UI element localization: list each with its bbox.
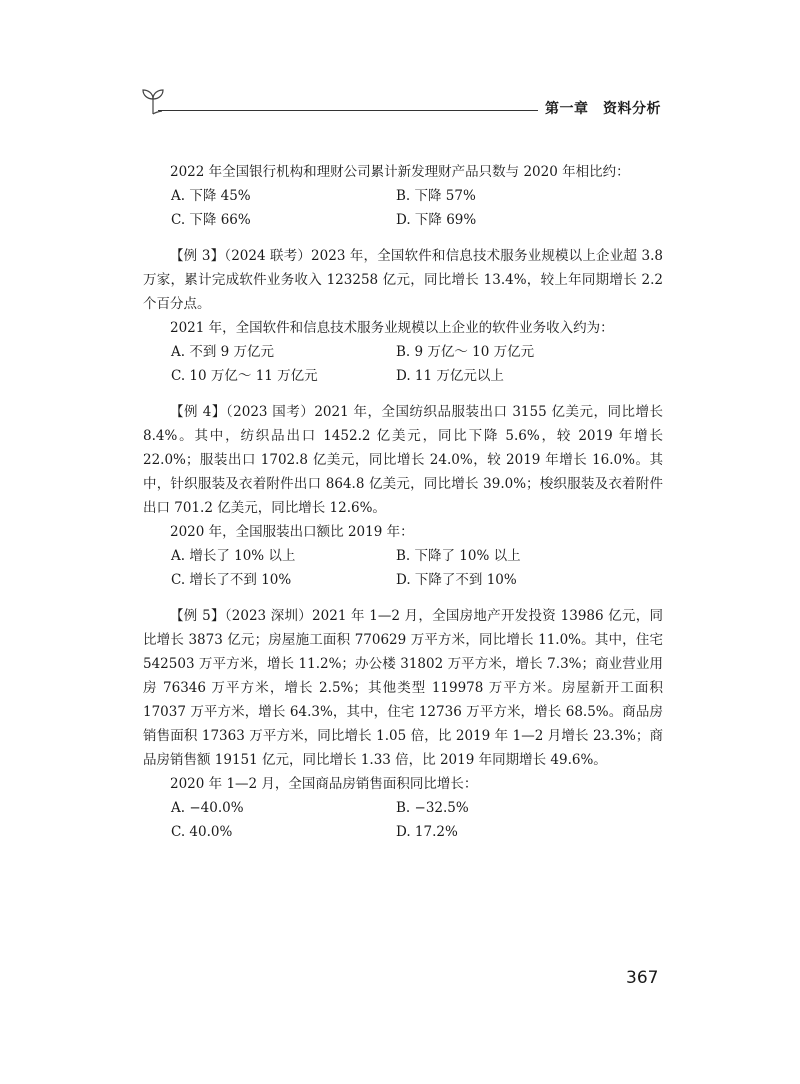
option-c: C. 增长了不到 10% [171,572,292,588]
example-source: （2024 联考） [224,248,312,264]
example-5-text [143,604,663,772]
page-number: 367 [626,968,659,988]
option-b: B. 9 万亿～ 10 万亿元 [396,344,535,360]
example-label: 【例 5】 [170,608,225,624]
option-d: D. 下降了不到 10% [396,572,517,588]
example-label: 【例 4】 [170,404,226,420]
example-3-text [143,244,663,316]
question-stem: 2021 年，全国软件和信息技术服务业规模以上企业的软件业务收入约为： [170,320,614,336]
sprout-icon [140,86,166,116]
option-grid [171,184,663,232]
option-d: D. 17.2% [396,824,458,840]
option-grid [171,796,663,844]
option-grid [171,340,663,388]
option-a: A. −40.0% [171,800,244,816]
running-header [140,86,670,120]
option-grid [171,544,663,592]
question-stem: 2022 年全国银行机构和理财公司累计新发理财产品只数与 2020 年相比约： [170,164,630,180]
example-body: 2021 年 1—2 月，全国房地产开发投资 13986 亿元，同比增长 3873 亿元；房屋施工面积 770629 万平方米，同比增长 11.0%。其中，住宅 542503 万平方米，增长 11.2%；办公楼 31802 万平方米，增长 7.3%；商业营业用房 76346 万平方米，增长 2.5%；其他类型 119978 万平方米。房屋新开工面积 17037 万平方米，增长 64.3%，其中，住宅 12736 万平方米，增长 68.5%。商品房销售面积 17363 万平方米，同比增长 1.05 倍，比 2019 年 1—2 月增长 23.3%；商品房销售额 19151 亿元，同比增长 1.33 倍，比 2019 年同期增长 49.6%。 [143,608,663,768]
option-d: D. 11 万亿元以上 [396,368,504,384]
option-c: C. 10 万亿～ 11 万亿元 [171,368,318,384]
example-body: 2021 年，全国纺织品服装出口 3155 亿美元，同比增长 8.4%。其中，纺织品出口 1452.2 亿美元，同比下降 5.6%，较 2019 年增长 22.0%；服装出口 1702.8 亿美元，同比增长 24.0%，较 2019 年增长 16.0%。其中，针织服装及衣着附件出口 864.8 亿美元，同比增长 39.0%；梭织服装及衣着附件出口 701.2 亿美元，同比增长 12.6%。 [143,404,663,516]
option-b: B. 下降了 10% 以上 [396,548,521,564]
question-stem: 2020 年，全国服装出口额比 2019 年： [170,524,414,540]
option-a: A. 下降 45% [171,188,251,204]
header-rule [158,110,538,111]
example-source: （2023 深圳） [224,608,313,624]
option-b: B. 下降 57% [396,188,476,204]
example-4-text [143,400,663,520]
option-a: A. 增长了 10% 以上 [171,548,296,564]
question-stem: 2020 年 1—2 月，全国商品房销售面积同比增长： [170,776,478,792]
example-body: 2023 年，全国软件和信息技术服务业规模以上企业超 3.8 万家，累计完成软件业务收入 123258 亿元，同比增长 13.4%，较上年同期增长 2.2 个百分点。 [143,248,663,312]
option-a: A. 不到 9 万亿元 [171,344,275,360]
option-d: D. 下降 69% [396,212,477,228]
example-source: （2023 国考） [225,404,315,420]
option-b: B. −32.5% [396,800,469,816]
option-c: C. 下降 66% [171,212,251,228]
option-c: C. 40.0% [171,824,233,840]
chapter-title: 第一章 资料分析 [545,101,661,117]
example-label: 【例 3】 [170,248,225,264]
page-body [143,160,663,844]
